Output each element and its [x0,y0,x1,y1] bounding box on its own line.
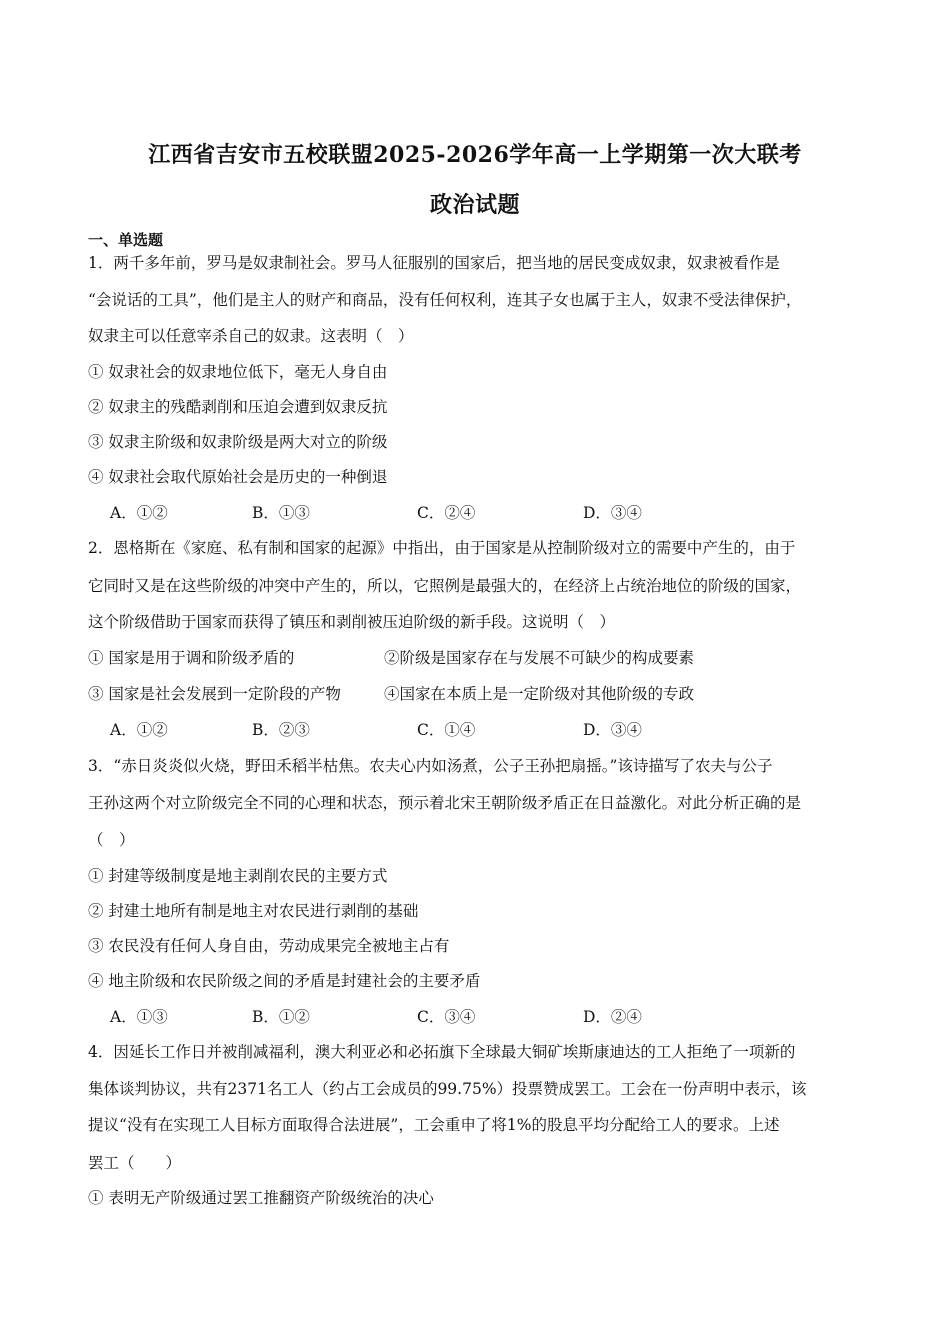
question-stem-line: （ ） [88,831,135,849]
option-a[interactable]: A．①② [110,721,168,739]
statement-item: ① 表明无产阶级通过罢工推翻资产阶级统治的决心 [88,1189,434,1207]
statement-item: ②阶级是国家存在与发展不可缺少的构成要素 [384,649,695,667]
exam-title: 江西省吉安市五校联盟2025-2026学年高一上学期第一次大联考 [148,142,802,168]
option-b[interactable]: B．①② [252,1008,310,1026]
exam-subtitle: 政治试题 [429,192,520,218]
question-stem-line: 罢工（ ） [88,1154,182,1172]
question-stem-line: 奴隶主可以任意宰杀自己的奴隶。这表明（ ） [88,327,414,345]
statement-item: ① 国家是用于调和阶级矛盾的 [88,649,295,667]
statement-item: ③ 国家是社会发展到一定阶段的产物 [88,685,341,703]
option-c[interactable]: C．③④ [417,1008,476,1026]
question-stem-line: 王孙这两个对立阶级完全不同的心理和状态，预示着北宋王朝阶级矛盾正在日益激化。对此分析正确的是 [88,794,802,812]
question-stem-line: 1．两千多年前，罗马是奴隶制社会。罗马人征服别的国家后，把当地的居民变成奴隶，奴隶被看作是 [88,254,780,272]
statement-item: ④国家在本质上是一定阶级对其他阶级的专政 [384,685,695,703]
option-d[interactable]: D．③④ [583,721,642,739]
option-a[interactable]: A．①② [110,504,168,522]
option-b[interactable]: B．②③ [252,721,310,739]
option-c[interactable]: C．①④ [417,721,476,739]
section-heading: 一、单选题 [88,231,164,249]
statement-item: ④ 奴隶社会取代原始社会是历史的一种倒退 [88,468,388,486]
question-stem-line: 3．“赤日炎炎似火烧，野田禾稻半枯焦。农夫心内如汤煮，公子王孙把扇摇。”该诗描写了农夫与公子 [88,757,773,775]
question-stem-line: 它同时又是在这些阶级的冲突中产生的，所以，它照例是最强大的，在经济上占统治地位的阶级的国家， [88,577,802,595]
question-stem-line: 2．恩格斯在《家庭、私有制和国家的起源》中指出，由于国家是从控制阶级对立的需要中产生的，由于 [88,539,796,557]
option-c[interactable]: C．②④ [417,504,476,522]
option-d[interactable]: D．③④ [583,504,642,522]
option-a[interactable]: A．①③ [110,1008,168,1026]
statement-item: ① 封建等级制度是地主剥削农民的主要方式 [88,867,388,885]
option-b[interactable]: B．①③ [252,504,310,522]
question-stem-line: 集体谈判协议，共有2371名工人（约占工会成员的99.75%）投票赞成罢工。工会在一份声明中表示，该 [88,1080,807,1098]
option-d[interactable]: D．②④ [583,1008,642,1026]
statement-item: ② 封建土地所有制是地主对农民进行剥削的基础 [88,902,419,920]
statement-item: ① 奴隶社会的奴隶地位低下，毫无人身自由 [88,363,388,381]
question-stem-line: 4．因延长工作日并被削减福利，澳大利亚必和必拓旗下全球最大铜矿埃斯康迪达的工人拒绝了一项新的 [88,1043,796,1061]
statement-item: ④ 地主阶级和农民阶级之间的矛盾是封建社会的主要矛盾 [88,972,481,990]
statement-item: ③ 奴隶主阶级和奴隶阶级是两大对立的阶级 [88,433,388,451]
question-stem-line: 这个阶级借助于国家而获得了镇压和剥削被压迫阶级的新手段。这说明（ ） [88,613,616,631]
statement-item: ③ 农民没有任何人身自由，劳动成果完全被地主占有 [88,937,450,955]
question-stem-line: 提议“没有在实现工人目标方面取得合法进展”，工会重申了将1%的股息平均分配给工人的要求。上述 [88,1116,780,1134]
question-stem-line: “会说话的工具”，他们是主人的财产和商品，没有任何权利，连其子女也属于主人，奴隶不受法律保护， [88,291,802,309]
statement-item: ② 奴隶主的残酷剥削和压迫会遭到奴隶反抗 [88,398,388,416]
